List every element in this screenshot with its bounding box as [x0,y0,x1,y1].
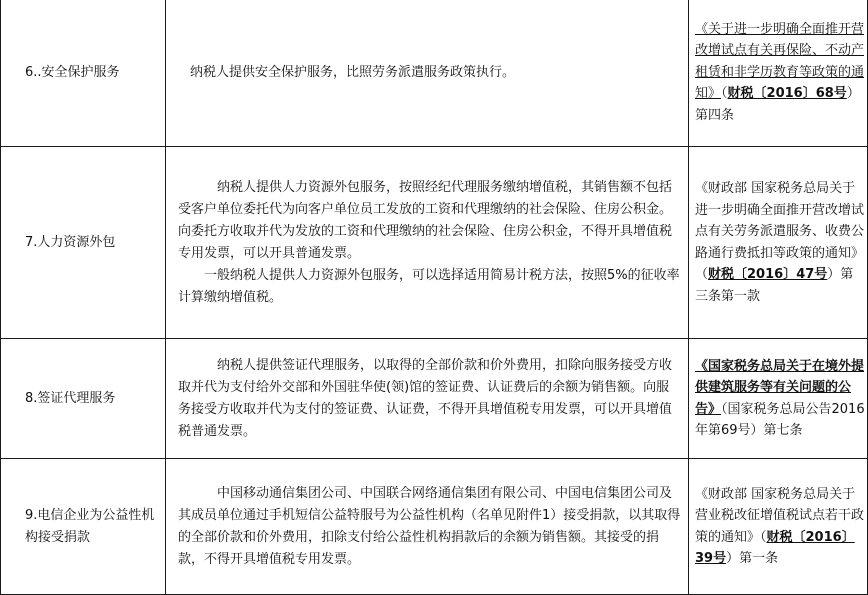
basis-text: ）第三条第一款 [695,267,854,304]
basis-text: 《财政部 国家税务总局关于营业税改征增值税试点若干政策的通知》（ [695,486,865,545]
table-row [1,0,868,147]
basis-text: （国家税务总局公告2016年第69号）第七条 [695,401,865,438]
policy-basis [689,0,868,147]
basis-text: 《财政部 国家税务总局关于进一步明确全面推开营改增试点有关劳务派遣服务、收费公路通行费抵扣等政策的通知》（ [695,181,865,282]
policy-basis [689,459,868,595]
policy-content [166,459,689,595]
policy-content [166,339,689,459]
basis-document-link[interactable]: 《关于进一步明确全面推开营改增试点有关再保险、不动产租赁和非学历教育等政策的通知》 [695,21,865,102]
content-paragraph: 一般纳税人提供人力资源外包服务，可以选择适用简易计税方法，按照5%的征收率计算缴纳增值税。 [178,267,680,305]
basis-document-link[interactable]: 《国家税务总局关于在境外提供建筑服务等有关问题的公告》 [695,358,865,417]
basis-text: ）第一条 [726,551,779,566]
content-paragraph: 纳税人提供签证代理服务，以取得的全部价款和价外费用，扣除向服务接受方收取并代为支付给外交部和外国驻华使(领)馆的签证费、认证费后的余额为销售额。向服务接受方收取并代为支付的签证费、认证费，不得开具增值税专用发票，可以开具增值税普通发票。 [178,357,673,439]
policy-content [166,147,689,339]
basis-text: （ [721,86,728,102]
item-name: 7.人力资源外包 [1,147,166,339]
item-name: 6..安全保护服务 [1,0,166,147]
content-paragraph: 中国移动通信集团公司、中国联合网络通信集团有限公司、中国电信集团公司及其成员单位通过手机短信公益特服号为公益性机构（名单见附件1）接受捐款，以其取得的全部价款和价外费用，扣除支付给公益性机构捐款后的余额为销售额。其接受的捐款，不得开具增值税专用发票。 [178,485,681,567]
basis-doc-number[interactable]: 财税〔2016〕39号 [695,529,855,566]
item-name: 8.签证代理服务 [1,339,166,459]
content-paragraph: 纳税人提供人力资源外包服务，按照经纪代理服务缴纳增值税，其销售额不包括受客户单位委托代为向客户单位员工发放的工资和代理缴纳的社会保险、住房公积金。向委托方收取并代为发放的工资和代理缴纳的社会保险、住房公积金，不得开具增值税专用发票，可以开具普通发票。 [178,179,673,261]
table-row [1,339,868,459]
basis-text: ）第四条 [695,86,860,123]
basis-doc-number[interactable]: 财税〔2016〕68号 [727,86,847,102]
policy-content [166,0,689,147]
item-name: 9.电信企业为公益性机构接受捐款 [1,459,166,595]
policy-basis [689,147,868,339]
policy-basis [689,339,868,459]
basis-doc-number[interactable]: 财税〔2016〕47号 [708,267,828,282]
table-row [1,147,868,339]
content-paragraph: 纳税人提供安全保护服务，比照劳务派遣服务政策执行。 [190,64,516,80]
table-row [1,459,868,595]
